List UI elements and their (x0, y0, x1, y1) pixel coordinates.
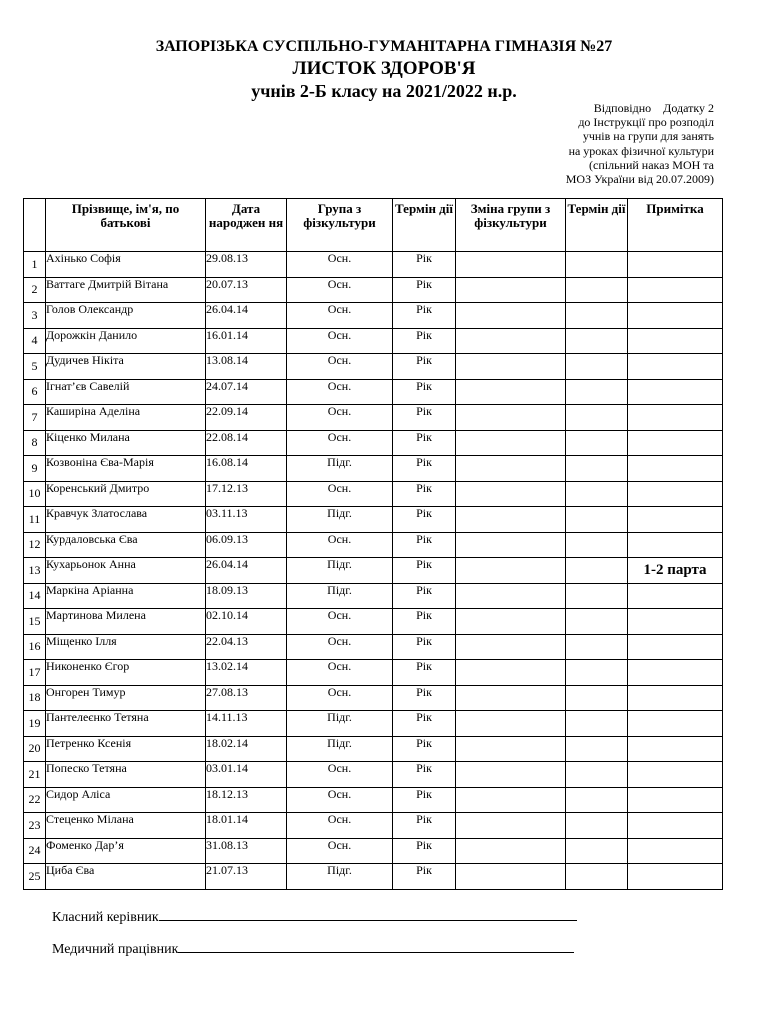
student-name: Ваттаге Дмитрій Вітана (46, 277, 206, 303)
group-change (456, 685, 566, 711)
row-number: 8 (24, 430, 46, 456)
pe-group: Осн. (287, 532, 393, 558)
birth-date: 13.02.14 (206, 660, 287, 686)
birth-date: 26.04.14 (206, 558, 287, 584)
validity-term: Рік (393, 252, 456, 278)
header-pe-group: Група з фізкультури (287, 199, 393, 252)
validity-term: Рік (393, 660, 456, 686)
table-row (24, 430, 723, 456)
remark (628, 762, 723, 788)
document-subtitle: учнів 2-Б класу на 2021/2022 н.р. (251, 81, 517, 101)
header-validity: Термін дії (393, 199, 456, 252)
change-validity (566, 864, 628, 890)
change-validity (566, 405, 628, 431)
group-change (456, 583, 566, 609)
pe-group: Осн. (287, 354, 393, 380)
table-row (24, 787, 723, 813)
table-row (24, 813, 723, 839)
remark (628, 838, 723, 864)
pe-group: Осн. (287, 405, 393, 431)
pe-group: Осн. (287, 379, 393, 405)
header-full-name: Прізвище, ім'я, по батькові (46, 199, 206, 252)
pe-group: Осн. (287, 838, 393, 864)
pe-group: Осн. (287, 634, 393, 660)
group-change (456, 762, 566, 788)
birth-date: 16.01.14 (206, 328, 287, 354)
table-row (24, 609, 723, 635)
validity-term: Рік (393, 558, 456, 584)
table-row (24, 328, 723, 354)
group-change (456, 481, 566, 507)
birth-date: 22.08.14 (206, 430, 287, 456)
table-header-row (24, 199, 723, 252)
student-name: Курдаловська Єва (46, 532, 206, 558)
student-name: Дудичев Нікіта (46, 354, 206, 380)
table-row (24, 864, 723, 890)
validity-term: Рік (393, 813, 456, 839)
pe-group: Осн. (287, 328, 393, 354)
change-validity (566, 813, 628, 839)
validity-term: Рік (393, 609, 456, 635)
birth-date: 21.07.13 (206, 864, 287, 890)
birth-date: 13.08.14 (206, 354, 287, 380)
pe-group: Осн. (287, 252, 393, 278)
row-number: 3 (24, 303, 46, 329)
student-name: Петренко Ксенія (46, 736, 206, 762)
change-validity (566, 685, 628, 711)
birth-date: 03.11.13 (206, 507, 287, 533)
change-validity (566, 838, 628, 864)
class-teacher-signature (52, 906, 577, 926)
change-validity (566, 379, 628, 405)
change-validity (566, 532, 628, 558)
row-number: 22 (24, 787, 46, 813)
group-change (456, 736, 566, 762)
student-name: Мартинова Милена (46, 609, 206, 635)
birth-date: 26.04.14 (206, 303, 287, 329)
group-change (456, 711, 566, 737)
remark (628, 456, 723, 482)
table-row (24, 456, 723, 482)
validity-term: Рік (393, 685, 456, 711)
remark (628, 864, 723, 890)
student-name: Козвоніна Єва-Марія (46, 456, 206, 482)
birth-date: 02.10.14 (206, 609, 287, 635)
table-row (24, 736, 723, 762)
group-change (456, 277, 566, 303)
group-change (456, 507, 566, 533)
pe-group: Осн. (287, 813, 393, 839)
validity-term: Рік (393, 277, 456, 303)
group-change (456, 787, 566, 813)
student-name: Пантелеєнко Тетяна (46, 711, 206, 737)
remark (628, 813, 723, 839)
validity-term: Рік (393, 379, 456, 405)
class-teacher-signature-line (159, 906, 577, 921)
row-number: 23 (24, 813, 46, 839)
student-name: Попеско Тетяна (46, 762, 206, 788)
row-number: 13 (24, 558, 46, 584)
student-name: Фоменко Дар’я (46, 838, 206, 864)
table-row (24, 379, 723, 405)
student-name: Никоненко Єгор (46, 660, 206, 686)
table-row (24, 277, 723, 303)
medical-worker-signature-line (178, 938, 574, 953)
table-row (24, 405, 723, 431)
student-name: Онгорен Тимур (46, 685, 206, 711)
birth-date: 22.04.13 (206, 634, 287, 660)
change-validity (566, 430, 628, 456)
validity-term: Рік (393, 430, 456, 456)
group-change (456, 813, 566, 839)
validity-term: Рік (393, 405, 456, 431)
table-row (24, 252, 723, 278)
table-row (24, 481, 723, 507)
birth-date: 20.07.13 (206, 277, 287, 303)
remark (628, 660, 723, 686)
table-row (24, 838, 723, 864)
pe-group: Осн. (287, 430, 393, 456)
group-change (456, 303, 566, 329)
note-line: на уроках фізичної культури (568, 143, 714, 158)
group-change (456, 379, 566, 405)
row-number: 6 (24, 379, 46, 405)
validity-term: Рік (393, 838, 456, 864)
change-validity (566, 711, 628, 737)
student-name: Ахінько Софія (46, 252, 206, 278)
pe-group: Підг. (287, 558, 393, 584)
table-row (24, 303, 723, 329)
medical-worker-label: Медичний працівник (52, 942, 179, 957)
header-group-change: Зміна групи з фізкультури (456, 199, 566, 252)
note-line: учнів на групи для занять (582, 129, 714, 144)
pe-group: Підг. (287, 456, 393, 482)
birth-date: 16.08.14 (206, 456, 287, 482)
birth-date: 17.12.13 (206, 481, 287, 507)
note-line: Відповідно Додатку 2 (593, 101, 714, 115)
row-number: 11 (24, 507, 46, 533)
pe-group: Підг. (287, 583, 393, 609)
row-number: 2 (24, 277, 46, 303)
pe-group: Осн. (287, 787, 393, 813)
remark (628, 379, 723, 405)
validity-term: Рік (393, 762, 456, 788)
change-validity (566, 583, 628, 609)
table-row (24, 507, 723, 533)
row-number: 21 (24, 762, 46, 788)
group-change (456, 558, 566, 584)
remark (628, 787, 723, 813)
row-number: 12 (24, 532, 46, 558)
student-name: Маркіна Аріанна (46, 583, 206, 609)
pe-group: Осн. (287, 481, 393, 507)
header-remark: Примітка (628, 199, 723, 252)
validity-term: Рік (393, 583, 456, 609)
header-birth-date: Дата народжен ня (206, 199, 287, 252)
pe-group: Осн. (287, 609, 393, 635)
remark (628, 277, 723, 303)
student-name: Міщенко Ілля (46, 634, 206, 660)
validity-term: Рік (393, 481, 456, 507)
validity-term: Рік (393, 328, 456, 354)
validity-term: Рік (393, 736, 456, 762)
group-change (456, 634, 566, 660)
row-number: 15 (24, 609, 46, 635)
group-change (456, 864, 566, 890)
birth-date: 03.01.14 (206, 762, 287, 788)
change-validity (566, 303, 628, 329)
row-number: 19 (24, 711, 46, 737)
validity-term: Рік (393, 634, 456, 660)
row-number: 9 (24, 456, 46, 482)
remark (628, 685, 723, 711)
change-validity (566, 481, 628, 507)
remark (628, 430, 723, 456)
table-row (24, 583, 723, 609)
birth-date: 18.12.13 (206, 787, 287, 813)
change-validity (566, 634, 628, 660)
change-validity (566, 456, 628, 482)
medical-worker-signature (52, 938, 574, 958)
change-validity (566, 787, 628, 813)
header-number (24, 199, 46, 252)
health-sheet-table (23, 198, 723, 890)
group-change (456, 609, 566, 635)
validity-term: Рік (393, 532, 456, 558)
row-number: 20 (24, 736, 46, 762)
group-change (456, 660, 566, 686)
change-validity (566, 354, 628, 380)
change-validity (566, 558, 628, 584)
remark (628, 252, 723, 278)
row-number: 5 (24, 354, 46, 380)
validity-term: Рік (393, 303, 456, 329)
change-validity (566, 762, 628, 788)
remark (628, 507, 723, 533)
row-number: 14 (24, 583, 46, 609)
change-validity (566, 736, 628, 762)
header-change-validity: Термін дії (566, 199, 628, 252)
validity-term: Рік (393, 711, 456, 737)
row-number: 24 (24, 838, 46, 864)
group-change (456, 405, 566, 431)
student-name: Циба Єва (46, 864, 206, 890)
change-validity (566, 252, 628, 278)
regulation-note (484, 101, 714, 186)
birth-date: 22.09.14 (206, 405, 287, 431)
validity-term: Рік (393, 354, 456, 380)
birth-date: 27.08.13 (206, 685, 287, 711)
row-number: 16 (24, 634, 46, 660)
group-change (456, 456, 566, 482)
group-change (456, 328, 566, 354)
student-name: Сидор Аліса (46, 787, 206, 813)
birth-date: 29.08.13 (206, 252, 287, 278)
row-number: 25 (24, 864, 46, 890)
remark (628, 354, 723, 380)
group-change (456, 252, 566, 278)
group-change (456, 838, 566, 864)
remark (628, 303, 723, 329)
row-number: 17 (24, 660, 46, 686)
pe-group: Підг. (287, 736, 393, 762)
pe-group: Підг. (287, 711, 393, 737)
birth-date: 18.01.14 (206, 813, 287, 839)
validity-term: Рік (393, 456, 456, 482)
change-validity (566, 507, 628, 533)
document-title: ЛИСТОК ЗДОРОВ'Я (292, 58, 476, 79)
pe-group: Підг. (287, 507, 393, 533)
pe-group: Осн. (287, 762, 393, 788)
note-line: до Інструкції про розподіл (578, 115, 714, 130)
student-name: Кухарьонок Анна (46, 558, 206, 584)
birth-date: 31.08.13 (206, 838, 287, 864)
remark (628, 711, 723, 737)
row-number: 7 (24, 405, 46, 431)
remark (628, 736, 723, 762)
pe-group: Осн. (287, 303, 393, 329)
remark (628, 481, 723, 507)
student-name: Стеценко Мілана (46, 813, 206, 839)
pe-group: Осн. (287, 685, 393, 711)
student-name: Дорожкін Данило (46, 328, 206, 354)
note-line: (спільний наказ МОН та (589, 157, 714, 172)
row-number: 1 (24, 252, 46, 278)
remark (628, 405, 723, 431)
row-number: 4 (24, 328, 46, 354)
group-change (456, 430, 566, 456)
table-row (24, 711, 723, 737)
change-validity (566, 277, 628, 303)
change-validity (566, 609, 628, 635)
pe-group: Осн. (287, 277, 393, 303)
remark (628, 328, 723, 354)
remark (628, 634, 723, 660)
table-row (24, 634, 723, 660)
birth-date: 24.07.14 (206, 379, 287, 405)
birth-date: 18.02.14 (206, 736, 287, 762)
validity-term: Рік (393, 507, 456, 533)
table-row (24, 532, 723, 558)
group-change (456, 354, 566, 380)
table-body (24, 252, 723, 890)
birth-date: 06.09.13 (206, 532, 287, 558)
pe-group: Осн. (287, 660, 393, 686)
validity-term: Рік (393, 864, 456, 890)
change-validity (566, 660, 628, 686)
table-row (24, 685, 723, 711)
remark (628, 532, 723, 558)
student-name: Коренський Дмитро (46, 481, 206, 507)
class-teacher-label: Класний керівник (52, 910, 159, 925)
remark (628, 583, 723, 609)
student-name: Каширіна Аделіна (46, 405, 206, 431)
remark: 1-2 парта (628, 558, 723, 584)
validity-term: Рік (393, 787, 456, 813)
row-number: 10 (24, 481, 46, 507)
row-number: 18 (24, 685, 46, 711)
student-name: Голов Олександр (46, 303, 206, 329)
table-row (24, 762, 723, 788)
student-name: Кіценко Милана (46, 430, 206, 456)
group-change (456, 532, 566, 558)
pe-group: Підг. (287, 864, 393, 890)
note-line: МОЗ України від 20.07.2009) (565, 172, 714, 187)
school-name: ЗАПОРІЗЬКА СУСПІЛЬНО-ГУМАНІТАРНА ГІМНАЗІЯ №27 (155, 38, 613, 55)
student-name: Ігнат’єв Савелій (46, 379, 206, 405)
birth-date: 14.11.13 (206, 711, 287, 737)
table-row (24, 558, 723, 584)
student-name: Кравчук Златослава (46, 507, 206, 533)
table-row (24, 660, 723, 686)
remark (628, 609, 723, 635)
change-validity (566, 328, 628, 354)
table-row (24, 354, 723, 380)
birth-date: 18.09.13 (206, 583, 287, 609)
